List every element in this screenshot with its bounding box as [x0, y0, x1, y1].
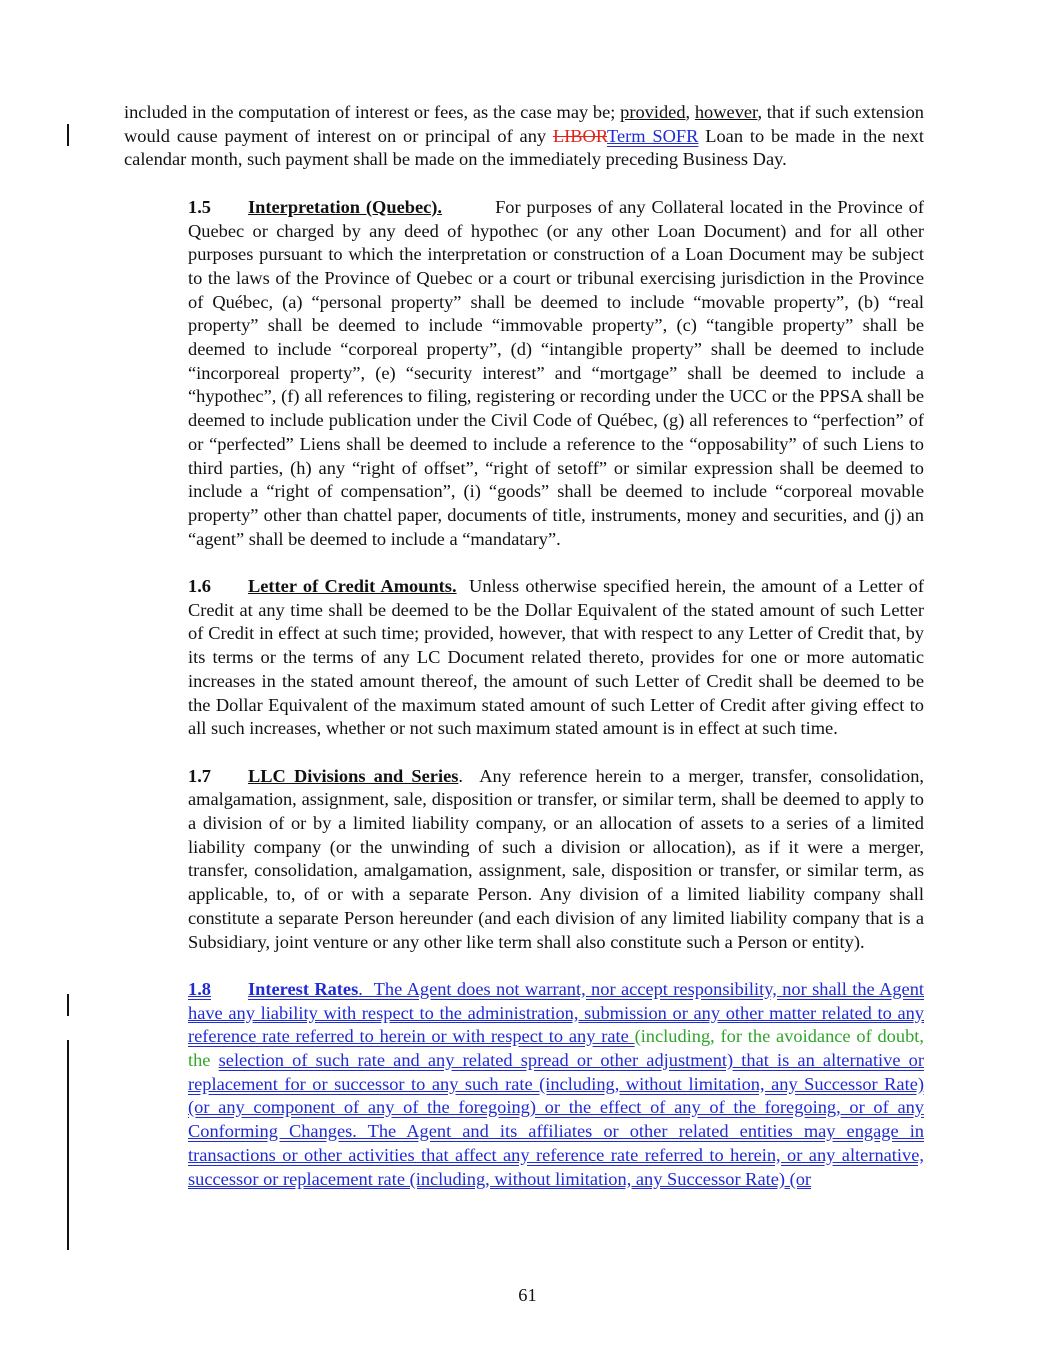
section-1-8: 1.8 Interest Rates. The Agent does not warrant, nor accept responsibility, nor shall the Agent have any liability with respect to the administration, submission or any other matter related to any reference rate referred to herein or with respect to any rate (including, for the avoidance of doubt, the selection of such rate and any related spread or other adjustment) that is an alternative or replacement for or successor to any such rate (including, without limitation, any Successor Rate) (or any component of any of the foregoing) or the effect of any of the foregoing, or of any Conforming Changes. The Agent and its affiliates or other related entities may engage in transactions or other activities that affect any reference rate referred to herein, or any alternative, successor or replacement rate (including, without limitation, any Successor Rate) (or	[188, 978, 925, 1189]
inserted-text: Term SOFR	[607, 125, 699, 146]
section-number: 1.5	[188, 196, 211, 217]
section-body: Any reference herein to a merger, transfer, consolidation, amalgamation, assignment, sale, disposition or transfer, or similar term, shall be deemed to apply to a division of or by a limited liability company, or an allocation of assets to a series of a limited liability company (or the unwinding of such a division or allocation), as if it were a merger, transfer, consolidation, amalgamation, assignment, sale, disposition or transfer, or similar term, as applicable, to, of or with a separate Person. Any division of a limited liability company shall constitute a separate Person hereunder (and each division of any limited liability company that is a Subsidiary, joint venture or any other like term shall also constitute such a Person or entity).	[188, 765, 925, 952]
section-number: 1.8	[188, 978, 211, 999]
continuation-paragraph: included in the computation of interest or fees, as the case may be; provided, however, that if such extension would cause payment of interest on or principal of any LIBORTerm SOFR Loan to be made in the next calendar month, such payment shall be made on the immediately preceding Business Day.	[124, 102, 924, 170]
section-1-6	[124, 575, 924, 741]
section-heading: Interpretation (Quebec).	[248, 196, 443, 217]
section-1-5	[124, 196, 924, 552]
provided-term: provided	[620, 102, 686, 122]
section-body: Unless otherwise specified herein, the amount of a Letter of Credit at any time shall be deemed to be the Dollar Equivalent of the stated amount of such Letter of Credit in effect at such time; provided, however, that with respect to any Letter of Credit that, by its terms or the terms of any LC Document related thereto, provides for one or more automatic increases in the stated amount thereof, the amount of such Letter of Credit shall be deemed to be the Dollar Equivalent of the maximum stated amount of such Letter of Credit after giving effect to all such increases, whether or not such maximum stated amount is in effect at such time.	[188, 576, 925, 739]
section-heading: Interest Rates	[248, 978, 359, 999]
section-heading: LLC Divisions and Series	[248, 765, 459, 786]
section-number: 1.6	[188, 576, 211, 597]
change-bar	[67, 124, 69, 146]
however-term: however	[694, 102, 758, 122]
deleted-text: LIBOR	[552, 125, 608, 146]
section-body: The Agent does not warrant, nor accept responsibility, nor shall the Agent have any liability with respect to the administration, submission or any other matter related to any reference rate referred to herein or with respect to any rate	[188, 978, 925, 1047]
inserted-text-alt: (including, for the avoidance of doubt, the	[188, 1026, 924, 1071]
document-page	[124, 101, 924, 1191]
change-bar	[67, 1040, 69, 1250]
section-body-continued: selection of such rate and any related spread or other adjustment) that is an alternative or replacement for or successor to any such rate (including, without limitation, any Successor Rate) (or any component of any of the foregoing) or the effect of any of the foregoing, or of any Conforming Changes. The Agent and its affiliates or other related entities may engage in transactions or other activities that affect any reference rate referred to herein, or any alternative, successor or replacement rate (including, without limitation, any Successor Rate) (or	[188, 1050, 924, 1189]
change-bar	[67, 994, 69, 1016]
section-heading: Letter of Credit Amounts.	[248, 576, 457, 597]
section-number: 1.7	[188, 765, 211, 786]
section-body: For purposes of any Collateral located in the Province of Quebec or charged by any deed of hypothec (or any other Loan Document) and for all other purposes pursuant to which the interpretation or construction of a Loan Document may be subject to the laws of the Province of Quebec or a court or tribunal exercising jurisdiction in the Province of Québec, (a) “personal property” shall be deemed to include “movable property”, (b) “real property” shall be deemed to include “immovable property”, (c) “tangible property” shall be deemed to include “corporeal property”, (d) “intangible property” shall be deemed to include “incorporeal property”, (e) “security interest” and “mortgage” shall be deemed to include a “hypothec”, (f) all references to filing, registering or recording under the UCC or the PPSA shall be deemed to include publication under the Civil Code of Québec, (g) all references to “perfection” of or “perfected” Liens shall be deemed to include a reference to the “opposability” of such Liens to third parties, (h) any “right of offset”, “right of setoff” or similar expression shall be deemed to include a “right of compensation”, (i) “goods” shall be deemed to include “corporeal movable property” other than chattel paper, documents of title, instruments, money and securities, and (j) an “agent” shall be deemed to include a “mandatary”.	[188, 196, 924, 549]
section-1-7: 1.7 LLC Divisions and Series. Any reference herein to a merger, transfer, consolidation, amalgamation, assignment, sale, disposition or transfer, or similar term, shall be deemed to apply to a division of or by a limited liability company, or an allocation of assets to a series of a limited liability company (or the unwinding of such a division or allocation), as if it were a merger, transfer, consolidation, amalgamation, assignment, sale, disposition or transfer, or similar term, as applicable, to, of or with a separate Person. Any division of a limited liability company shall constitute a separate Person hereunder (and each division of any limited liability company that is a Subsidiary, joint venture or any other like term shall also constitute such a Person or entity).	[188, 765, 925, 952]
page-number: 61	[518, 1285, 537, 1305]
